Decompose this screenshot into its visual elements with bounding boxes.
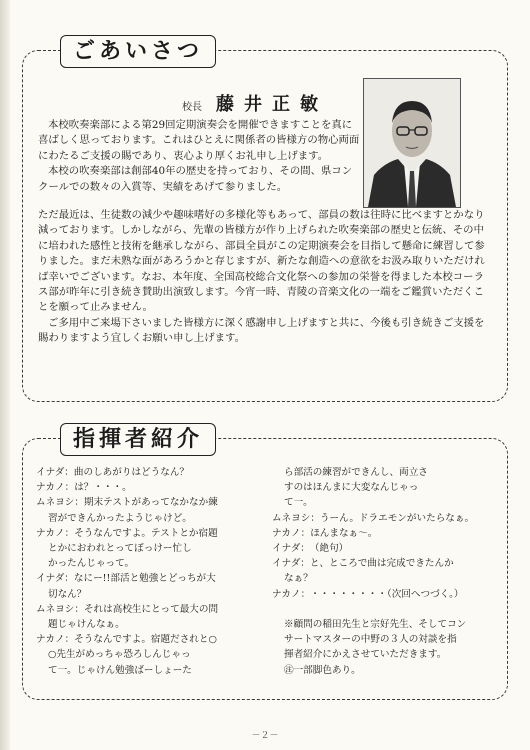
principal-signature	[182, 90, 328, 116]
dialogue-line	[272, 526, 498, 541]
dialogue-text: て一。	[284, 497, 313, 509]
dialogue-text: て一。じゃけん勉強ばーしょーた	[48, 664, 192, 676]
greeting-body-bottom	[38, 208, 490, 347]
dialogue-text: 習ができんかったようじゃけど。	[48, 512, 192, 524]
dialogue-text: うーん。ドラエモンがいたらなぁ。	[319, 512, 475, 524]
dialogue-line	[36, 526, 294, 541]
dialogue-text: とかにおわれとってぼっけー忙し	[48, 543, 192, 555]
dialogue-line	[272, 647, 498, 662]
dialogue-text: ら部活の練習ができんし、両立さ	[284, 467, 428, 478]
dialogue-text: 題じゃけんなぁ。	[48, 619, 125, 631]
dialogue-text: なにー!!部活と勉強とどっちが大	[73, 573, 216, 585]
dialogue-speaker: イナダ：	[272, 543, 310, 555]
dialogue-text: かったんじゃって。	[48, 558, 135, 570]
dialogue-text: と、ところで曲は完成できたんか	[309, 558, 454, 570]
greeting-paragraph: 本校の吹奏楽部は創部40年の歴史を持っており、その間、県コンクールでの数々の入賞等、実績をあげて参りました。	[38, 165, 353, 193]
dialogue-line	[36, 571, 294, 586]
dialogue-line	[272, 617, 498, 632]
dialogue-right-column	[272, 465, 498, 678]
dialogue-text: なぁ？	[284, 573, 313, 585]
dialogue-line	[36, 587, 294, 602]
dialogue-speaker: ムネヨシ：	[36, 603, 84, 615]
dialogue-left-column	[36, 465, 294, 678]
dialogue-speaker: ナカノ：	[36, 482, 75, 494]
dialogue-line	[36, 602, 294, 617]
dialogue-line	[36, 632, 294, 647]
dialogue-line	[36, 617, 294, 632]
dialogue-line	[272, 602, 498, 617]
dialogue-line	[36, 541, 294, 556]
dialogue-speaker: イナダ：	[272, 558, 310, 570]
greeting-paragraph: ご多用中ご来場下さいました皆様方に深く感謝申し上げますと共に、今後も引き続きご支援を賜わりますよう宜しくお願い申し上げます。	[38, 316, 485, 345]
portrait-image	[364, 79, 460, 207]
dialogue-text: そうなんですよ。宿題だされと○	[74, 634, 217, 646]
dialogue-text: 曲のしあがりはどうなん？	[73, 467, 190, 478]
principal-name: 藤井正敏	[216, 94, 328, 115]
dialogue-text: ※顧問の稲田先生と宗好先生、そしてコン	[284, 619, 467, 631]
dialogue-text: すのはほんまに大変なんじゃっ	[284, 482, 419, 494]
dialogue-line	[272, 480, 498, 495]
dialogue-speaker: ナカノ：	[272, 527, 311, 539]
greeting-paragraph: 本校吹奏楽部による第29回定期演奏会を開催できますことを真に喜ばしく思っております。これはひとえに関係者の皆様方の物心両面にわたるご支援の賜であり、衷心より厚くお礼申し上げます。	[38, 119, 360, 162]
dialogue-line	[272, 556, 498, 571]
dialogue-line	[272, 632, 498, 647]
dialogue-speaker: イナダ：	[36, 467, 74, 478]
dialogue-line	[36, 495, 294, 510]
dialogue-line	[272, 571, 498, 586]
greeting-body-top	[38, 118, 360, 195]
dialogue-text: そうなんですよ。テストとか宿題	[74, 527, 218, 539]
dialogue-line	[36, 465, 294, 480]
dialogue-speaker: ムネヨシ：	[272, 512, 320, 524]
page-number: －２－	[251, 731, 279, 741]
dialogue-text: ・・・・・・・・（次回へつづく。）	[310, 588, 464, 600]
greeting-paragraph: ただ最近は、生徒数の減少や趣味嗜好の多様化等もあって、部員の数は往時に比べますとかなり減っております。しかしながら、先輩の皆様方が作り上げられた吹奏楽部の歴史と伝統、その中に培われた感性と技術を継承しながら、部員全員がこの定期演奏会を目指して懸命に練習して参りました。まだ未熟な面があろうかと存じますが、新たな創造への意欲をお汲み取りいただければ幸いでございます。なお、本年度、全国高校総合文化祭への参加の栄誉を得ました本校コーラス部が昨年に引き続き賛助出演致します。今宵一時、青陵の音楽文化の一端をご鑑賞いただくことを願って止みません。	[38, 209, 485, 314]
dialogue-text: （絶句）	[309, 543, 349, 555]
dialogue-line	[272, 511, 498, 526]
principal-title: 校長	[182, 102, 202, 113]
dialogue-text: ○先生がめっちゃ恐ろしんじゃっ	[48, 649, 191, 661]
greeting-heading: ごあいさつ	[60, 35, 216, 68]
page-spine-shadow	[0, 0, 10, 750]
dialogue-line	[272, 465, 498, 480]
dialogue-text: は？・・・。	[74, 482, 132, 494]
dialogue-line	[272, 495, 498, 510]
dialogue-text: 切なん？	[48, 588, 87, 600]
dialogue-line	[36, 556, 294, 571]
conductor-heading: 指揮者紹介	[60, 423, 216, 456]
dialogue-text: 揮者紹介にかえさせていただきます。	[284, 649, 447, 661]
dialogue-speaker: イナダ：	[36, 573, 74, 585]
dialogue-text: ㊟一部脚色あり。	[284, 664, 361, 676]
dialogue-line	[36, 647, 294, 662]
dialogue-line	[36, 511, 294, 526]
dialogue-text: 期末テストがあってなかなか練	[83, 497, 218, 509]
dialogue-text: サートマスターの中野の３人の対談を指	[284, 634, 457, 646]
dialogue-line	[36, 480, 294, 495]
dialogue-speaker: ムネヨシ：	[36, 497, 84, 509]
dialogue-line	[272, 587, 498, 602]
dialogue-line	[36, 663, 294, 678]
principal-photo	[363, 78, 461, 208]
dialogue-text	[272, 602, 498, 617]
dialogue-speaker: ナカノ：	[36, 634, 75, 646]
dialogue-text: ほんまなぁ〜。	[310, 527, 378, 539]
dialogue-text: それは高校生にとって最大の問	[83, 603, 219, 615]
dialogue-line	[272, 663, 498, 678]
dialogue-speaker: ナカノ：	[272, 588, 311, 600]
dialogue-speaker: ナカノ：	[36, 527, 75, 539]
dialogue-line	[272, 541, 498, 556]
